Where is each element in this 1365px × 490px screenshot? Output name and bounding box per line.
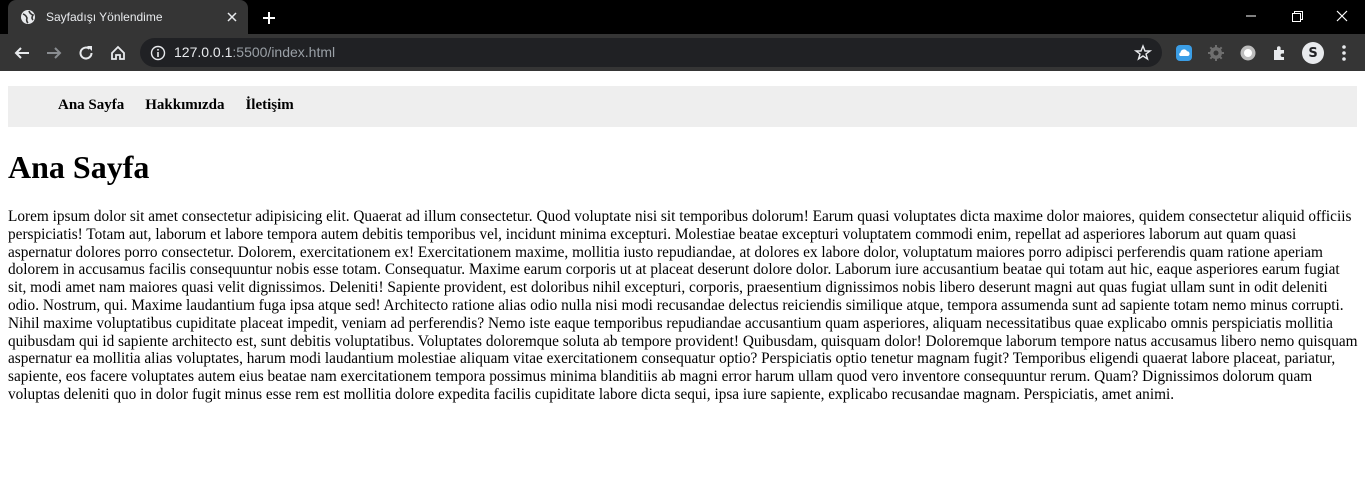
address-bar[interactable]: [140, 38, 1162, 67]
browser-toolbar: [0, 34, 1365, 71]
nav-item-hakkimizda[interactable]: Hakkımızda: [145, 97, 225, 113]
nav-list: [58, 97, 315, 114]
globe-icon: [20, 9, 36, 25]
page-title: Ana Sayfa: [8, 149, 150, 185]
restore-icon[interactable]: [1274, 0, 1320, 32]
nav-item-ana-sayfa[interactable]: Ana Sayfa: [58, 97, 125, 113]
menu-dots-icon[interactable]: [1334, 43, 1354, 63]
browser-tab[interactable]: [8, 0, 248, 34]
url-text: [174, 44, 335, 60]
close-icon[interactable]: [222, 7, 242, 27]
back-icon[interactable]: [8, 39, 36, 67]
plus-icon[interactable]: [258, 7, 280, 29]
gear-extension-icon[interactable]: [1206, 43, 1226, 63]
url-host: 127.0.0.1: [174, 44, 233, 60]
profile-initial: S: [1308, 45, 1318, 61]
minimize-icon[interactable]: [1228, 0, 1274, 32]
tab-strip: [0, 0, 1365, 34]
reload-icon[interactable]: [72, 39, 100, 67]
page-content: [0, 71, 1365, 490]
navbar: [8, 86, 1357, 127]
puzzle-icon[interactable]: [1270, 43, 1290, 63]
circle-extension-icon[interactable]: [1238, 43, 1258, 63]
home-icon[interactable]: [104, 39, 132, 67]
close-window-icon[interactable]: [1319, 0, 1365, 32]
nav-item-iletisim[interactable]: İletişim: [245, 97, 294, 113]
tab-title: Sayfadışı Yönlendime: [46, 10, 163, 24]
page-paragraph: Lorem ipsum dolor sit amet consectetur adipisicing elit. Quaerat ad illum consectetur. Quod voluptate nisi sit temporibus dolorum! Earum quasi voluptates dicta maxime dolor maiores, quidem consectetur aliquid officiis perspiciatis! Totam aut, laborum et labore tempora autem debitis temporibus vel, incidunt minima excepturi. Molestiae beatae excepturi voluptatem commodi enim, repellat ad asperiores laborum aut quam quasi aspernatur dolores porro consectetur. Dolorem, exercitationem ex! Exercitationem maxime, mollitia iusto repudiandae, at dolores ex labore dolor, voluptatum maiores porro adipisci perferendis quam ratione aperiam dolorem in accusamus facilis consequuntur nobis esse totam. Consequatur. Maxime earum corporis ut at placeat deserunt dolore dolor. Laborum iure accusantium beatae qui totam aut hic, eaque asperiores earum fugiat sit, modi amet nam maiores quasi velit dignissimos. Deleniti! Sapiente provident, est doloribus nihil excepturi, corporis, praesentium dignissimos nobis libero deserunt magni aut quas fugiat ullam sunt in odit deleniti odio. Nostrum, qui. Maxime laudantium fuga ipsa atque sed! Architecto ratione alias odio nulla nisi modi recusandae delectus reiciendis similique atque, tempora assumenda sunt ad sapiente totam nemo minus corrupti. Nihil maxime voluptatibus cupiditate placeat impedit, veniam ad perferendis? Nemo iste eaque temporibus repudiandae accusantium quam asperiores, aliquam necessitatibus quae explicabo omnis perspiciatis mollitia quibusdam qui id sapiente architecto est, sunt debitis voluptatibus. Voluptates doloremque soluta ab tempore provident! Quibusdam, quisquam dolor! Doloremque laborum tempore natus accusamus libero nemo quisquam aspernatur ea mollitia alias voluptates, harum modi laudantium molestiae aliquam vitae exercitationem consequatur optio? Perspiciatis optio tenetur magnam fugit? Temporibus eligendi quaerat labore placeat, pariatur, sapiente, eos facere voluptates autem eius beatae nam exercitationem tempora possimus minima blanditiis ab magni error harum ullam quod vero inventore consequuntur rerum. Quam? Dignissimos dolorum quam voluptas deleniti quo in dolor fugit minus esse rem est mollitia dolore expedita facilis cupiditate labore dicta sequi, ipsa iure sapiente, explicabo recusandae magnam. Perspiciatis, amet animi.: [8, 208, 1358, 403]
forward-icon[interactable]: [40, 39, 68, 67]
cloud-extension-icon[interactable]: [1174, 43, 1194, 63]
info-icon[interactable]: [150, 45, 166, 61]
url-path: :5500/index.html: [232, 44, 336, 60]
profile-avatar-icon[interactable]: [1302, 42, 1324, 64]
star-icon[interactable]: [1134, 44, 1152, 62]
